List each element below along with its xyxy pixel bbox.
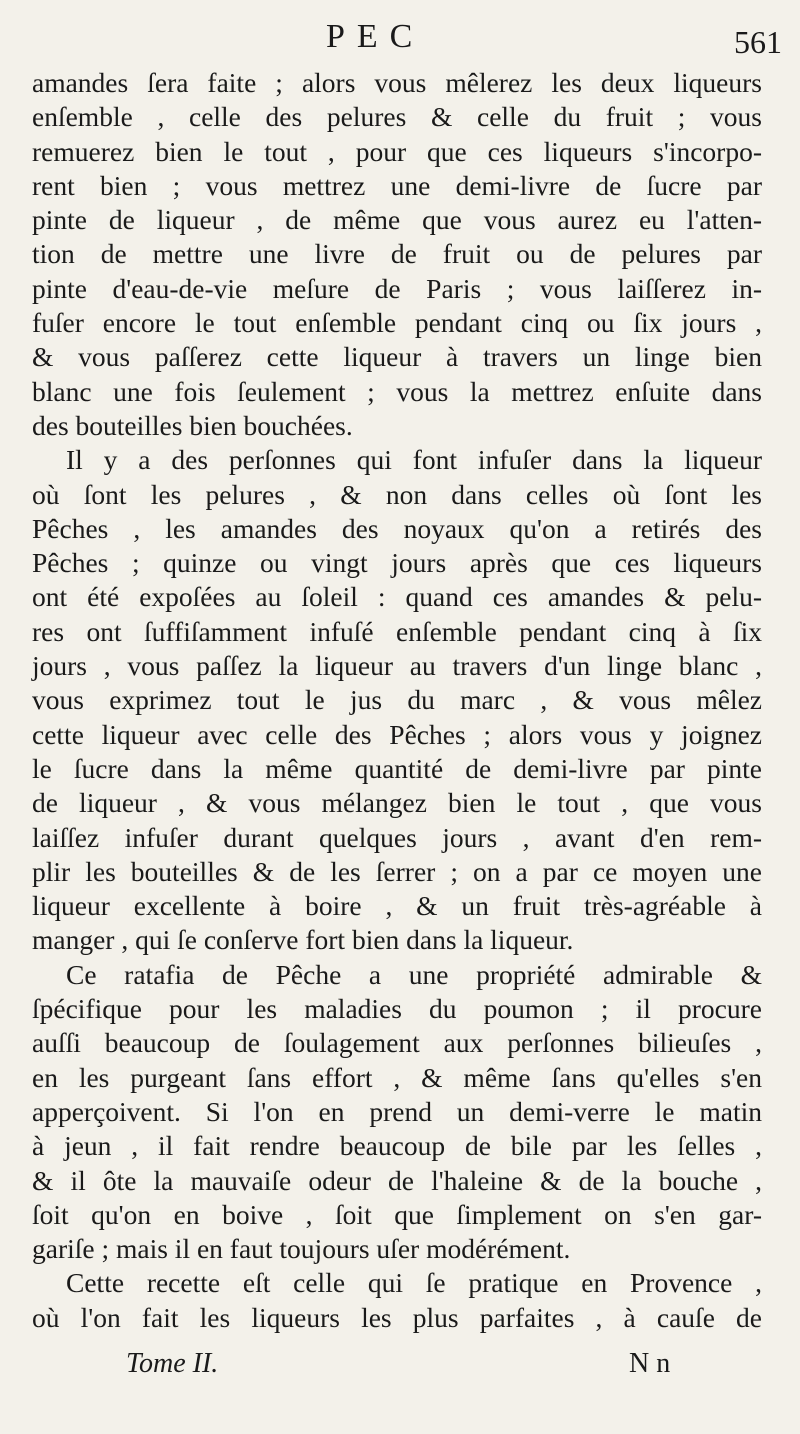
text-line: où ſont les pelures , & non dans celles où ſont les xyxy=(32,478,762,510)
running-head: PEC xyxy=(326,18,425,55)
text-line: jours , vous paſſez la liqueur au travers d'un linge blanc , xyxy=(32,650,762,682)
text-line: Pêches ; quinze ou vingt jours après que ces liqueurs xyxy=(32,547,762,579)
text-line: Cette recette eſt celle qui ſe pratique en Provence , xyxy=(66,1267,762,1299)
text-line: tion de mettre une livre de fruit ou de pelures par xyxy=(32,238,762,270)
paragraph xyxy=(32,66,762,443)
text-line: cette liqueur avec celle des Pêches ; alors vous y joignez xyxy=(32,718,762,750)
text-line: ſpécifique pour les maladies du poumon ; il procure xyxy=(32,993,762,1025)
body-text xyxy=(32,66,762,1335)
text-line: ont été expoſées au ſoleil : quand ces amandes & pelu- xyxy=(32,581,762,613)
text-line: Pêches , les amandes des noyaux qu'on a retirés des xyxy=(32,512,762,544)
text-line: pinte d'eau-de-vie meſure de Paris ; vous laiſſerez in- xyxy=(32,272,762,304)
text-line: à jeun , il fait rendre beaucoup de bile par les ſelles , xyxy=(32,1130,762,1162)
signature-mark: N n xyxy=(629,1348,671,1379)
text-line: plir les bouteilles & de les ſerrer ; on a par ce moyen une xyxy=(32,855,762,887)
paragraph xyxy=(32,1266,762,1335)
page-number: 561 xyxy=(734,24,782,60)
page-header xyxy=(0,14,800,70)
text-line: des bouteilles bien bouchées. xyxy=(32,409,353,441)
text-line: remuerez bien le tout , pour que ces liqueurs s'incorpo- xyxy=(32,135,762,167)
text-line: enſemble , celle des pelures & celle du fruit ; vous xyxy=(32,101,762,133)
text-line: où l'on fait les liqueurs les plus parfaites , à cauſe de xyxy=(32,1301,762,1333)
text-line: ſoit qu'on en boive , ſoit que ſimplement on s'en gar- xyxy=(32,1198,762,1230)
text-line: manger , qui ſe conſerve fort bien dans la liqueur. xyxy=(32,924,574,956)
text-line: de liqueur , & vous mélangez bien le tout , que vous xyxy=(32,787,762,819)
text-line: res ont ſuffiſamment infuſé enſemble pendant cinq à ſix xyxy=(32,615,762,647)
paragraph xyxy=(32,958,762,1267)
text-line: Il y a des perſonnes qui font infuſer dans la liqueur xyxy=(66,444,762,476)
text-line: Ce ratafia de Pêche a une propriété admirable & xyxy=(66,958,762,990)
text-line: amandes ſera faite ; alors vous mêlerez les deux liqueurs xyxy=(32,67,762,98)
text-line: blanc une fois ſeulement ; vous la mettrez enſuite dans xyxy=(32,375,762,407)
paragraph xyxy=(32,443,762,957)
text-line: pinte de liqueur , de même que vous aurez eu l'atten- xyxy=(32,204,762,236)
text-line: & vous paſſerez cette liqueur à travers un linge bien xyxy=(32,341,762,373)
text-line: laiſſez infuſer durant quelques jours , avant d'en rem- xyxy=(32,821,762,853)
text-line: & il ôte la mauvaiſe odeur de l'haleine & de la bouche , xyxy=(32,1164,762,1196)
text-line: gariſe ; mais il en faut toujours uſer modérément. xyxy=(32,1233,571,1265)
text-line: vous exprimez tout le jus du marc , & vous mêlez xyxy=(32,684,762,716)
text-line: auſſi beaucoup de ſoulagement aux perſonnes bilieuſes , xyxy=(32,1027,762,1059)
text-line: le ſucre dans la même quantité de demi-livre par pinte xyxy=(32,752,762,784)
volume-label: Tome II. xyxy=(126,1348,219,1379)
text-line: rent bien ; vous mettrez une demi-livre de ſucre par xyxy=(32,169,762,201)
text-line: apperçoivent. Si l'on en prend un demi-verre le matin xyxy=(32,1095,762,1127)
text-line: liqueur excellente à boire , & un fruit très-agréable à xyxy=(32,890,762,922)
text-line: fuſer encore le tout enſemble pendant cinq ou ſix jours , xyxy=(32,307,762,339)
text-line: en les purgeant ſans effort , & même ſans qu'elles s'en xyxy=(32,1061,762,1093)
page-footer xyxy=(0,1348,800,1398)
